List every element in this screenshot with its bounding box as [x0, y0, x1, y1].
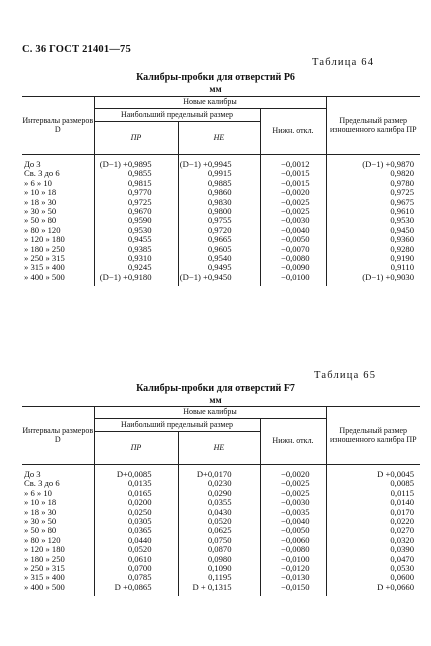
- cell-worn-limit: 0,0140: [326, 498, 420, 507]
- cell-worn-limit: 0,9110: [326, 263, 420, 272]
- header-largest-limit: Наибольший предельный размер: [94, 109, 260, 122]
- table-title: Калибры-пробки для отверстий F7: [136, 383, 295, 394]
- cell-pr: 0,9770: [94, 188, 178, 197]
- cell-ne: 0,9830: [178, 198, 260, 207]
- cell-ne: 0,0750: [178, 536, 260, 545]
- header-largest-limit: Наибольший предельный размер: [94, 419, 260, 432]
- cell-ne: 0,9605: [178, 245, 260, 254]
- cell-pr: 0,9855: [94, 169, 178, 178]
- cell-interval: » 400 » 500: [24, 271, 65, 282]
- cell-lower-deviation: −0,0025: [260, 207, 326, 216]
- cell-worn-limit: 0,0390: [326, 545, 420, 554]
- cell-worn-limit: 0,9450: [326, 226, 420, 235]
- cell-pr: 0,9310: [94, 254, 178, 263]
- cell-interval: » 120 » 180: [24, 234, 65, 245]
- cell-interval: » 120 » 180: [24, 544, 65, 555]
- cell-pr: D +0,0865: [94, 583, 178, 596]
- cell-pr: 0,9590: [94, 216, 178, 225]
- cell-lower-deviation: −0,0080: [260, 545, 326, 554]
- cell-interval: Св. 3 до 6: [24, 478, 60, 489]
- cell-lower-deviation: −0,0025: [260, 198, 326, 207]
- cell-interval: » 315 » 400: [24, 262, 65, 273]
- cell-ne: D + 0,1315: [178, 583, 260, 596]
- page-header: С. 36 ГОСТ 21401—75: [22, 44, 131, 55]
- cell-interval: » 30 » 50: [24, 516, 57, 527]
- cell-worn-limit: 0,9725: [326, 188, 420, 197]
- cell-lower-deviation: −0,0150: [260, 583, 326, 596]
- cell-lower-deviation: −0,0080: [260, 254, 326, 263]
- cell-pr: 0,9670: [94, 207, 178, 216]
- cell-ne: 0,9665: [178, 235, 260, 244]
- cell-lower-deviation: −0,0030: [260, 216, 326, 225]
- cell-interval: » 10 » 18: [24, 497, 57, 508]
- table-row: [22, 273, 420, 286]
- cell-pr: 0,0440: [94, 536, 178, 545]
- cell-pr: 0,9385: [94, 245, 178, 254]
- cell-worn-limit: 0,0270: [326, 526, 420, 535]
- header-ne: НЕ: [178, 432, 260, 465]
- cell-worn-limit: D +0,0660: [326, 583, 420, 596]
- cell-lower-deviation: −0,0040: [260, 517, 326, 526]
- table-row: [22, 155, 420, 170]
- cell-ne: 0,9860: [178, 188, 260, 197]
- cell-lower-deviation: −0,0015: [260, 169, 326, 178]
- header-intervals: Интервалы размеров D: [22, 97, 94, 155]
- cell-ne: 0,0230: [178, 479, 260, 488]
- cell-worn-limit: 0,9280: [326, 245, 420, 254]
- cell-lower-deviation: −0,0030: [260, 498, 326, 507]
- header-worn-limit: Предельный размер изношенного калибра ПР: [326, 407, 420, 465]
- cell-ne: 0,9720: [178, 226, 260, 235]
- cell-worn-limit: 0,9530: [326, 216, 420, 225]
- table-65: [22, 406, 420, 596]
- cell-interval: » 18 » 30: [24, 506, 57, 517]
- cell-ne: 0,9885: [178, 179, 260, 188]
- cell-interval: » 315 » 400: [24, 572, 65, 583]
- cell-pr: D+0,0085: [94, 465, 178, 480]
- cell-worn-limit: 0,9780: [326, 179, 420, 188]
- header-lower-deviation: Нижн. откл.: [260, 419, 326, 465]
- cell-lower-deviation: −0,0130: [260, 573, 326, 582]
- cell-interval: » 50 » 80: [24, 215, 57, 226]
- table-unit: мм: [209, 395, 222, 405]
- cell-ne: 0,0520: [178, 517, 260, 526]
- table-64: [22, 96, 420, 286]
- cell-pr: 0,0200: [94, 498, 178, 507]
- cell-worn-limit: 0,0115: [326, 489, 420, 498]
- cell-worn-limit: 0,0320: [326, 536, 420, 545]
- cell-worn-limit: 0,9820: [326, 169, 420, 178]
- header-pr: ПР: [94, 122, 178, 155]
- cell-interval: » 180 » 250: [24, 243, 65, 254]
- cell-pr: 0,9530: [94, 226, 178, 235]
- cell-interval: » 250 » 315: [24, 253, 65, 264]
- cell-lower-deviation: −0,0120: [260, 564, 326, 573]
- cell-worn-limit: 0,0220: [326, 517, 420, 526]
- cell-pr: (D−1) +0,9895: [94, 155, 178, 170]
- cell-lower-deviation: −0,0090: [260, 263, 326, 272]
- cell-worn-limit: 0,9675: [326, 198, 420, 207]
- cell-ne: 0,9495: [178, 263, 260, 272]
- cell-pr: 0,0700: [94, 564, 178, 573]
- cell-lower-deviation: −0,0100: [260, 273, 326, 286]
- cell-ne: 0,9755: [178, 216, 260, 225]
- cell-worn-limit: 0,9360: [326, 235, 420, 244]
- cell-pr: 0,0135: [94, 479, 178, 488]
- cell-interval: Св. 3 до 6: [24, 168, 60, 179]
- cell-lower-deviation: −0,0020: [260, 188, 326, 197]
- cell-lower-deviation: −0,0012: [260, 155, 326, 170]
- header-pr: ПР: [94, 432, 178, 465]
- table-title: Калибры-пробки для отверстий Р6: [136, 72, 295, 83]
- cell-interval: » 180 » 250: [24, 553, 65, 564]
- cell-worn-limit: 0,0530: [326, 564, 420, 573]
- cell-interval: » 80 » 120: [24, 534, 61, 545]
- cell-lower-deviation: −0,0025: [260, 489, 326, 498]
- cell-ne: 0,0870: [178, 545, 260, 554]
- header-ne: НЕ: [178, 122, 260, 155]
- cell-lower-deviation: −0,0050: [260, 526, 326, 535]
- cell-pr: 0,9455: [94, 235, 178, 244]
- cell-ne: (D−1) +0,9945: [178, 155, 260, 170]
- cell-pr: 0,0785: [94, 573, 178, 582]
- cell-pr: (D−1) +0,9180: [94, 273, 178, 286]
- cell-pr: 0,0365: [94, 526, 178, 535]
- cell-lower-deviation: −0,0025: [260, 479, 326, 488]
- cell-lower-deviation: −0,0015: [260, 179, 326, 188]
- cell-ne: (D−1) +0,9450: [178, 273, 260, 286]
- cell-interval: » 6 » 10: [24, 487, 52, 498]
- cell-ne: 0,9915: [178, 169, 260, 178]
- cell-pr: 0,9725: [94, 198, 178, 207]
- cell-lower-deviation: −0,0040: [260, 226, 326, 235]
- cell-ne: 0,1090: [178, 564, 260, 573]
- cell-lower-deviation: −0,0020: [260, 465, 326, 480]
- table-unit: мм: [209, 84, 222, 94]
- cell-worn-limit: (D−1) +0,9030: [326, 273, 420, 286]
- cell-pr: 0,0250: [94, 508, 178, 517]
- cell-interval: » 80 » 120: [24, 224, 61, 235]
- table-number: Таблица 65: [314, 370, 377, 381]
- cell-ne: 0,0980: [178, 555, 260, 564]
- cell-worn-limit: (D−1) +0,9870: [326, 155, 420, 170]
- cell-pr: 0,0610: [94, 555, 178, 564]
- cell-interval: » 400 » 500: [24, 581, 65, 592]
- cell-interval: » 18 » 30: [24, 196, 57, 207]
- header-new-gauges: Новые калибры: [94, 407, 326, 419]
- cell-pr: 0,9815: [94, 179, 178, 188]
- table-row: [22, 583, 420, 596]
- cell-worn-limit: 0,0170: [326, 508, 420, 517]
- cell-interval: » 50 » 80: [24, 525, 57, 536]
- cell-ne: 0,0625: [178, 526, 260, 535]
- cell-pr: 0,0305: [94, 517, 178, 526]
- table-row: [22, 465, 420, 480]
- cell-worn-limit: 0,0470: [326, 555, 420, 564]
- cell-interval: » 6 » 10: [24, 177, 52, 188]
- table-number: Таблица 64: [312, 57, 375, 68]
- cell-worn-limit: 0,9190: [326, 254, 420, 263]
- cell-interval: » 250 » 315: [24, 563, 65, 574]
- cell-interval: » 10 » 18: [24, 187, 57, 198]
- cell-lower-deviation: −0,0035: [260, 508, 326, 517]
- cell-lower-deviation: −0,0100: [260, 555, 326, 564]
- header-new-gauges: Новые калибры: [94, 97, 326, 109]
- cell-ne: 0,0290: [178, 489, 260, 498]
- header-lower-deviation: Нижн. откл.: [260, 109, 326, 155]
- header-worn-limit: Предельный размер изношенного калибра ПР: [326, 97, 420, 155]
- cell-ne: 0,0355: [178, 498, 260, 507]
- cell-pr: 0,0520: [94, 545, 178, 554]
- cell-ne: 0,9800: [178, 207, 260, 216]
- cell-ne: 0,1195: [178, 573, 260, 582]
- cell-ne: 0,0430: [178, 508, 260, 517]
- cell-worn-limit: 0,0085: [326, 479, 420, 488]
- cell-pr: 0,9245: [94, 263, 178, 272]
- cell-interval: » 30 » 50: [24, 206, 57, 217]
- cell-interval: До 3: [24, 469, 41, 479]
- header-intervals: Интервалы размеров D: [22, 407, 94, 465]
- cell-lower-deviation: −0,0060: [260, 536, 326, 545]
- cell-worn-limit: 0,9610: [326, 207, 420, 216]
- cell-lower-deviation: −0,0050: [260, 235, 326, 244]
- cell-ne: 0,9540: [178, 254, 260, 263]
- cell-interval: До 3: [24, 159, 41, 169]
- cell-worn-limit: D +0,0045: [326, 465, 420, 480]
- cell-worn-limit: 0,0600: [326, 573, 420, 582]
- cell-lower-deviation: −0,0070: [260, 245, 326, 254]
- cell-ne: D+0,0170: [178, 465, 260, 480]
- cell-pr: 0,0165: [94, 489, 178, 498]
